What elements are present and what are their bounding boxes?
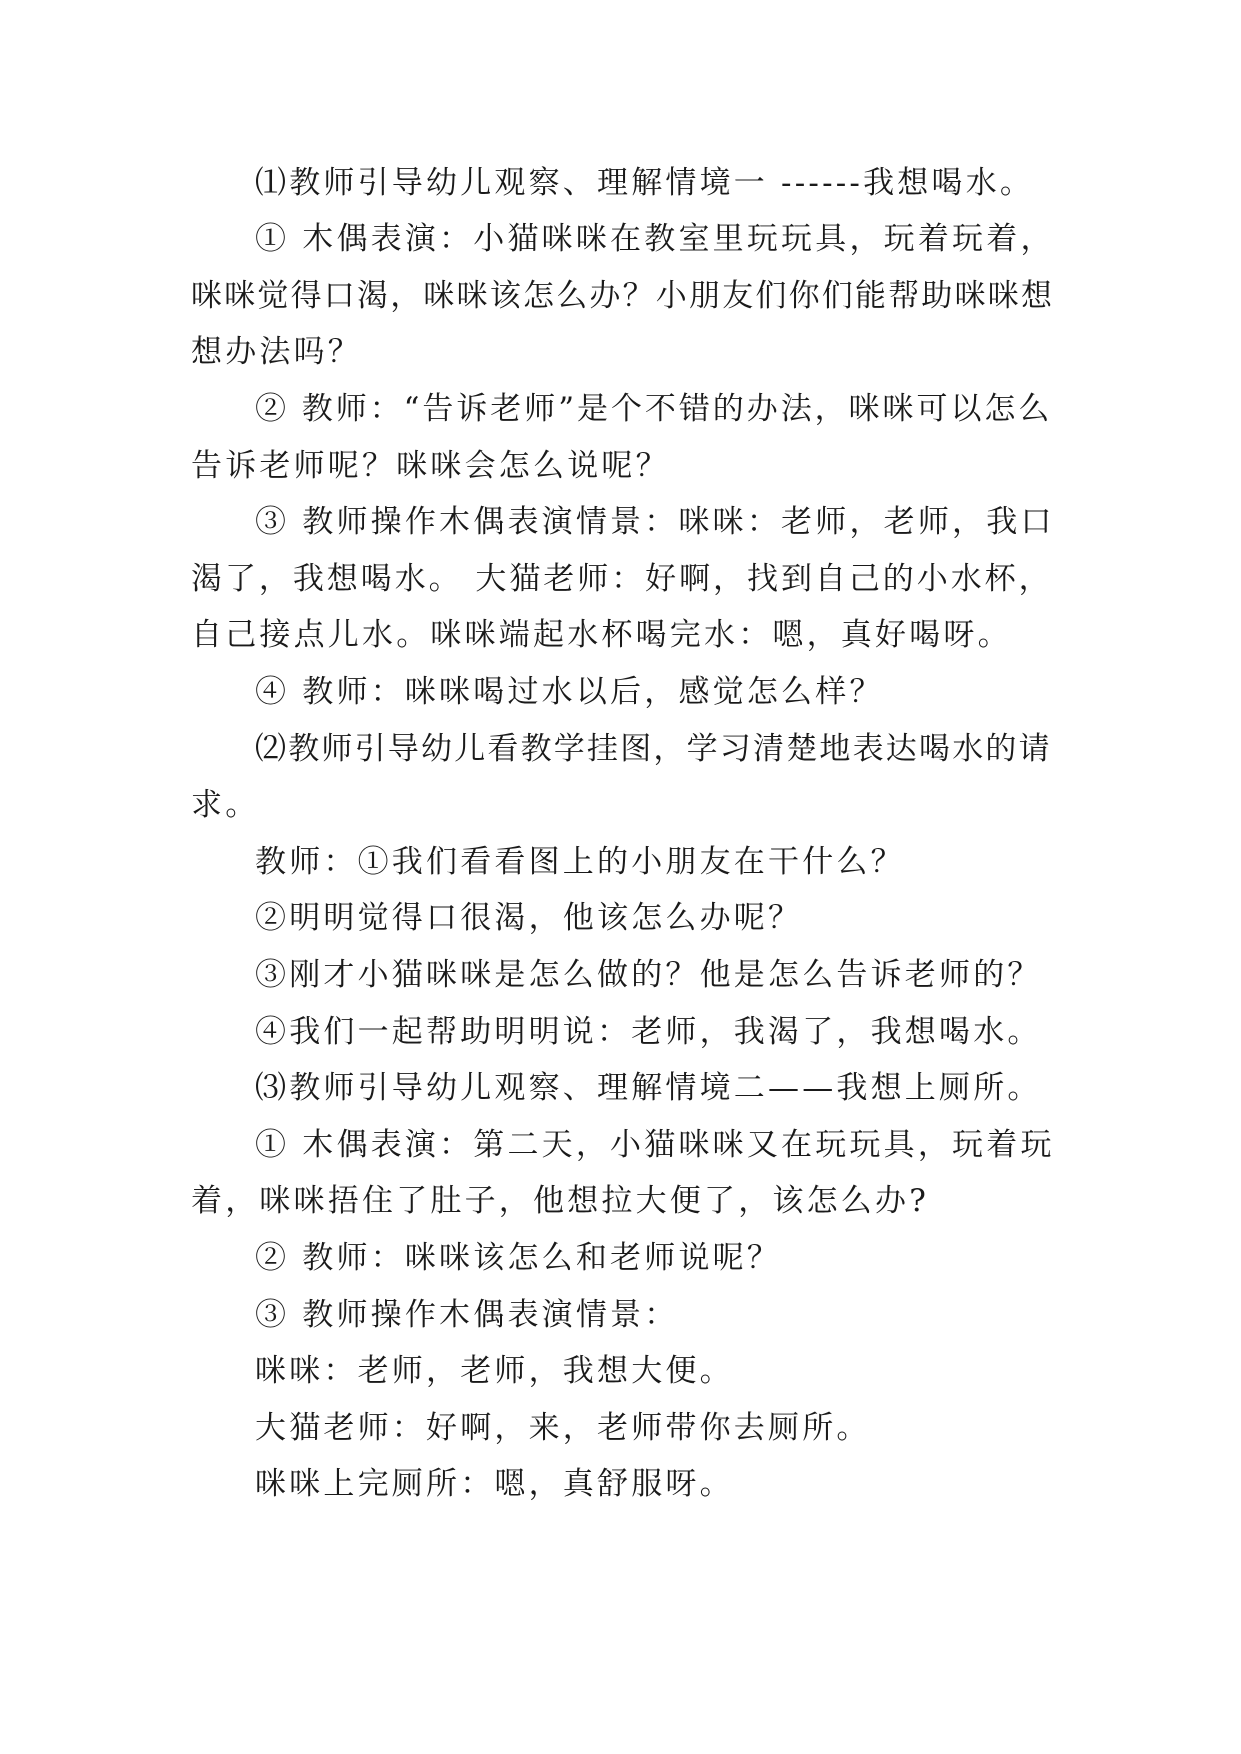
- text-line: 渴了，我想喝水。 大猫老师：好啊，找到自己的小水杯，: [191, 561, 1053, 597]
- text-line: ③ 教师操作木偶表演情景：: [255, 1297, 679, 1333]
- text-line: ③ 教师操作木偶表演情景：咪咪：老师，老师，我口: [255, 504, 1055, 540]
- text-line: 想办法吗？: [191, 334, 362, 370]
- text-line: ⑶教师引导幼儿观察、理解情境二——我想上厕所。: [255, 1070, 1042, 1106]
- text-line: 咪咪：老师，老师，我想大便。: [255, 1353, 734, 1389]
- text-line: ⑴教师引导幼儿观察、理解情境一 ------我想喝水。: [255, 165, 1035, 201]
- text-line: ② 教师：“告诉老师”是个不错的办法，咪咪可以怎么: [255, 391, 1053, 427]
- text-line: ① 木偶表演：小猫咪咪在教室里玩玩具，玩着玩着，: [255, 221, 1055, 257]
- text-line: 大猫老师：好啊，来，老师带你去厕所。: [255, 1410, 871, 1446]
- text-line: ⑵教师引导幼儿看教学挂图，学习清楚地表达喝水的请: [255, 731, 1052, 767]
- text-line: ③刚才小猫咪咪是怎么做的？他是怎么告诉老师的？: [255, 957, 1042, 993]
- text-line: 咪咪觉得口渴，咪咪该怎么办？小朋友们你们能帮助咪咪想: [191, 278, 1055, 314]
- text-line: 教师：①我们看看图上的小朋友在干什么？: [255, 844, 905, 880]
- text-line: 求。: [191, 787, 260, 823]
- text-line: ④ 教师：咪咪喝过水以后，感觉怎么样？: [255, 674, 884, 710]
- text-line: ④我们一起帮助明明说：老师，我渴了，我想喝水。: [255, 1014, 1042, 1050]
- text-line: ① 木偶表演：第二天，小猫咪咪又在玩玩具，玩着玩: [255, 1127, 1055, 1163]
- text-line: 自己接点儿水。咪咪端起水杯喝完水：嗯，真好喝呀。: [191, 617, 1012, 653]
- text-line: ②明明觉得口很渴，他该怎么办呢？: [255, 900, 803, 936]
- text-line: 告诉老师呢？咪咪会怎么说呢？: [191, 448, 670, 484]
- text-line: 咪咪上完厕所：嗯，真舒服呀。: [255, 1466, 734, 1502]
- text-line: ② 教师：咪咪该怎么和老师说呢？: [255, 1240, 782, 1276]
- text-line: 着，咪咪捂住了肚子，他想拉大便了，该怎么办?: [191, 1183, 930, 1219]
